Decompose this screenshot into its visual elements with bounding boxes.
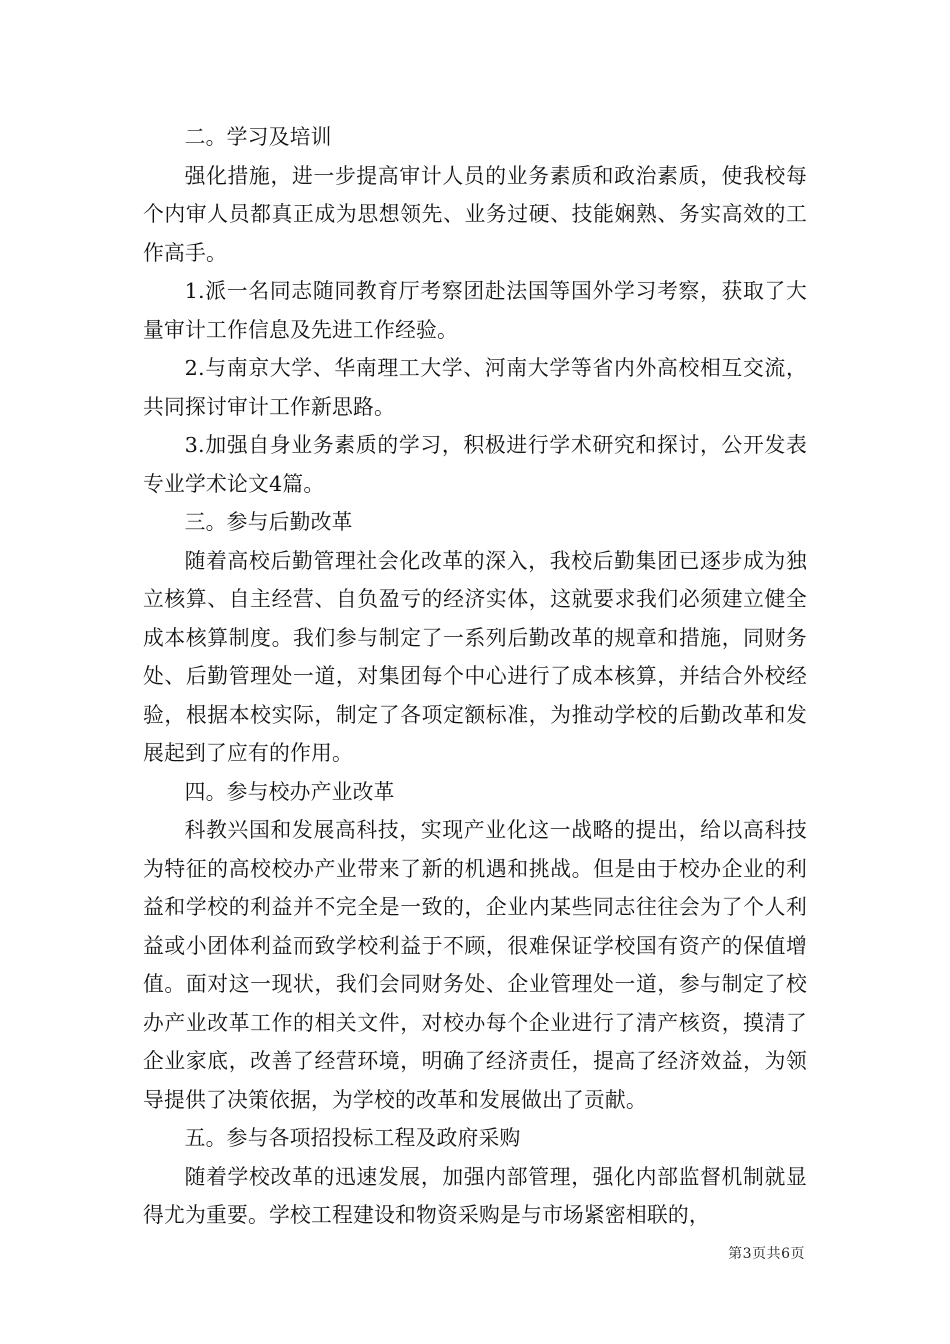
- page-number: 第3页共6页: [728, 1246, 805, 1262]
- paragraph-training-intro: 强化措施，进一步提高审计人员的业务素质和政治素质，使我校每个内审人员都真正成为思想领先、业务过硬、技能娴熟、务实高效的工作高手。: [143, 163, 807, 265]
- paragraph-training-item-1: 1.派一名同志随同教育厅考察团赴法国等国外学习考察，获取了大量审计工作信息及先进工作经验。: [143, 279, 807, 342]
- paragraph-training-item-3: 3.加强自身业务素质的学习，积极进行学术研究和探讨，公开发表专业学术论文4篇。: [143, 433, 807, 496]
- section-heading-logistics: 三。参与后勤改革: [184, 510, 353, 534]
- section-heading-procurement: 五。参与各项招投标工程及政府采购: [184, 1126, 521, 1150]
- paragraph-school-industry: 科教兴国和发展高科技，实现产业化这一战略的提出，给以高科技为特征的高校校办产业带来了新的机遇和挑战。但是由于校办企业的利益和学校的利益并不完全是一致的，企业内某些同志往往会为了个人利益或小团体利益而致学校利益于不顾，很难保证学校国有资产的保值增值。面对这一现状，我们会同财务处、企业管理处一道，参与制定了校办产业改革工作的相关文件，对校办每个企业进行了清产核资，摸清了企业家底，改善了经营环境，明确了经济责任，提高了经济效益，为领导提供了决策依据，为学校的改革和发展做出了贡献。: [143, 818, 807, 1112]
- section-heading-school-industry: 四。参与校办产业改革: [184, 779, 395, 804]
- paragraph-logistics: 随着高校后勤管理社会化改革的深入，我校后勤集团已逐步成为独立核算、自主经营、自负盈亏的经济实体，这就要求我们必须建立健全成本核算制度。我们参与制定了一系列后勤改革的规章和措施，同财务处、后勤管理处一道，对集团每个中心进行了成本核算，并结合外校经验，根据本校实际，制定了各项定额标准，为推动学校的后勤改革和发展起到了应有的作用。: [143, 548, 807, 765]
- document-body: [143, 118, 807, 1235]
- paragraph-training-item-2: 2.与南京大学、华南理工大学、河南大学等省内外高校相互交流，共同探讨审计工作新思路。: [143, 356, 807, 419]
- section-heading-training: 二。学习及培训: [184, 125, 332, 149]
- paragraph-procurement: 随着学校改革的迅速发展，加强内部管理，强化内部监督机制就显得尤为重要。学校工程建设和物资采购是与市场紧密相联的，: [143, 1164, 807, 1227]
